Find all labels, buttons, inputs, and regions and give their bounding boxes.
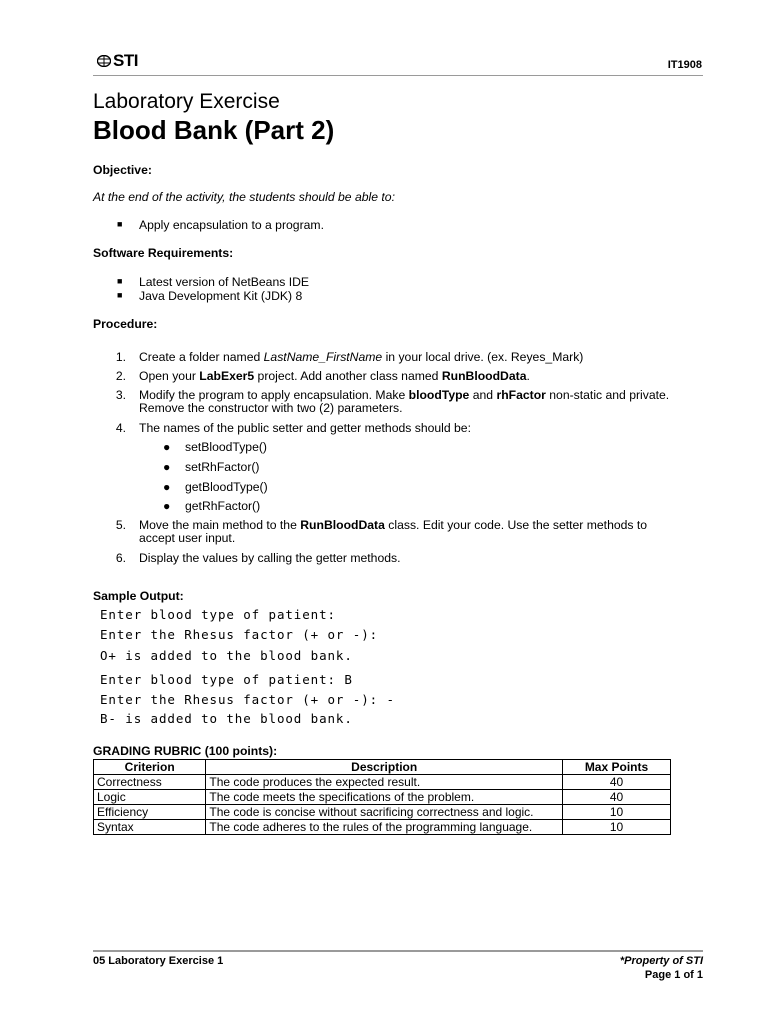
footer-title: 05 Laboratory Exercise 1 bbox=[93, 955, 224, 967]
points-cell: 40 bbox=[563, 790, 671, 805]
objective-item: Apply encapsulation to a program. bbox=[139, 218, 324, 232]
course-code: IT1908 bbox=[667, 59, 702, 71]
procedure-step-4: The names of the public setter and getter methods should be: bbox=[139, 421, 471, 435]
page-number: Page 1 of 1 bbox=[644, 969, 703, 981]
criterion-cell: Correctness bbox=[94, 775, 206, 790]
output-line: Enter blood type of patient: B bbox=[100, 672, 353, 687]
dot-icon: ● bbox=[163, 480, 171, 494]
procedure-step-2: Open your LabExer5 project. Add another class named RunBloodData. bbox=[139, 369, 530, 383]
objective-intro: At the end of the activity, the students should be able to: bbox=[93, 190, 395, 204]
output-line: Enter the Rhesus factor (+ or -): bbox=[100, 627, 379, 642]
table-row bbox=[94, 805, 671, 820]
grading-rubric-table bbox=[93, 759, 671, 835]
output-line: O+ is added to the blood bank. bbox=[100, 648, 353, 663]
procedure-heading: Procedure: bbox=[93, 317, 158, 331]
method-name: setBloodType() bbox=[185, 440, 267, 454]
description-cell: The code adheres to the rules of the programming language. bbox=[206, 820, 563, 835]
procedure-step-3: Modify the program to apply encapsulation. Make bloodType and rhFactor non-static and private. bbox=[139, 388, 670, 402]
header-divider bbox=[93, 75, 703, 76]
table-row bbox=[94, 790, 671, 805]
bullet-icon: ■ bbox=[117, 276, 123, 286]
points-cell: 10 bbox=[563, 820, 671, 835]
software-heading: Software Requirements: bbox=[93, 246, 234, 260]
software-item: Latest version of NetBeans IDE bbox=[139, 275, 310, 289]
table-header-row bbox=[94, 760, 671, 775]
step-number: 1. bbox=[115, 350, 126, 364]
criterion-cell: Syntax bbox=[94, 820, 206, 835]
description-cell: The code produces the expected result. bbox=[206, 775, 563, 790]
column-header: Criterion bbox=[94, 760, 206, 775]
description-cell: The code is concise without sacrificing correctness and logic. bbox=[206, 805, 563, 820]
procedure-step-5: Move the main method to the RunBloodData class. Edit your code. Use the setter methods to bbox=[139, 518, 648, 532]
method-name: getBloodType() bbox=[185, 480, 268, 494]
criterion-cell: Logic bbox=[94, 790, 206, 805]
method-name: setRhFactor() bbox=[185, 460, 260, 474]
software-item: Java Development Kit (JDK) 8 bbox=[139, 289, 303, 303]
objective-heading: Objective: bbox=[93, 163, 152, 177]
step-number: 2. bbox=[115, 369, 126, 383]
step-number: 6. bbox=[115, 551, 126, 565]
dot-icon: ● bbox=[163, 499, 171, 513]
method-name: getRhFactor() bbox=[185, 499, 261, 513]
dot-icon: ● bbox=[163, 460, 171, 474]
procedure-step-1: Create a folder named LastName_FirstName in your local drive. (ex. Reyes_Mark) bbox=[139, 350, 584, 364]
procedure-step-3-line2: Remove the constructor with two (2) parameters. bbox=[139, 401, 403, 415]
points-cell: 40 bbox=[563, 775, 671, 790]
footer-property: *Property of STI bbox=[619, 955, 703, 967]
output-line: B- is added to the blood bank. bbox=[100, 711, 353, 726]
description-cell: The code meets the specifications of the problem. bbox=[206, 790, 563, 805]
doc-title-line2: Blood Bank (Part 2) bbox=[93, 115, 335, 145]
output-line: Enter the Rhesus factor (+ or -): - bbox=[100, 692, 395, 707]
globe-icon bbox=[97, 55, 111, 67]
bullet-icon: ■ bbox=[117, 219, 123, 229]
procedure-step-5-line2: accept user input. bbox=[139, 531, 236, 545]
step-number: 3. bbox=[115, 388, 126, 402]
bullet-icon: ■ bbox=[117, 290, 123, 300]
dot-icon: ● bbox=[163, 440, 171, 454]
points-cell: 10 bbox=[563, 805, 671, 820]
doc-title-line1: Laboratory Exercise bbox=[93, 90, 280, 113]
rubric-heading: GRADING RUBRIC (100 points): bbox=[93, 744, 278, 758]
table-row bbox=[94, 775, 671, 790]
column-header: Max Points bbox=[563, 760, 671, 775]
procedure-step-6: Display the values by calling the getter methods. bbox=[139, 551, 401, 565]
logo-text: STI bbox=[113, 51, 138, 70]
footer-divider bbox=[93, 950, 703, 952]
sti-logo bbox=[97, 51, 138, 71]
step-number: 4. bbox=[115, 421, 126, 435]
column-header: Description bbox=[206, 760, 563, 775]
table-row bbox=[94, 820, 671, 835]
criterion-cell: Efficiency bbox=[94, 805, 206, 820]
output-line: Enter blood type of patient: bbox=[100, 607, 336, 622]
sample-output-heading: Sample Output: bbox=[93, 589, 184, 603]
step-number: 5. bbox=[115, 518, 126, 532]
